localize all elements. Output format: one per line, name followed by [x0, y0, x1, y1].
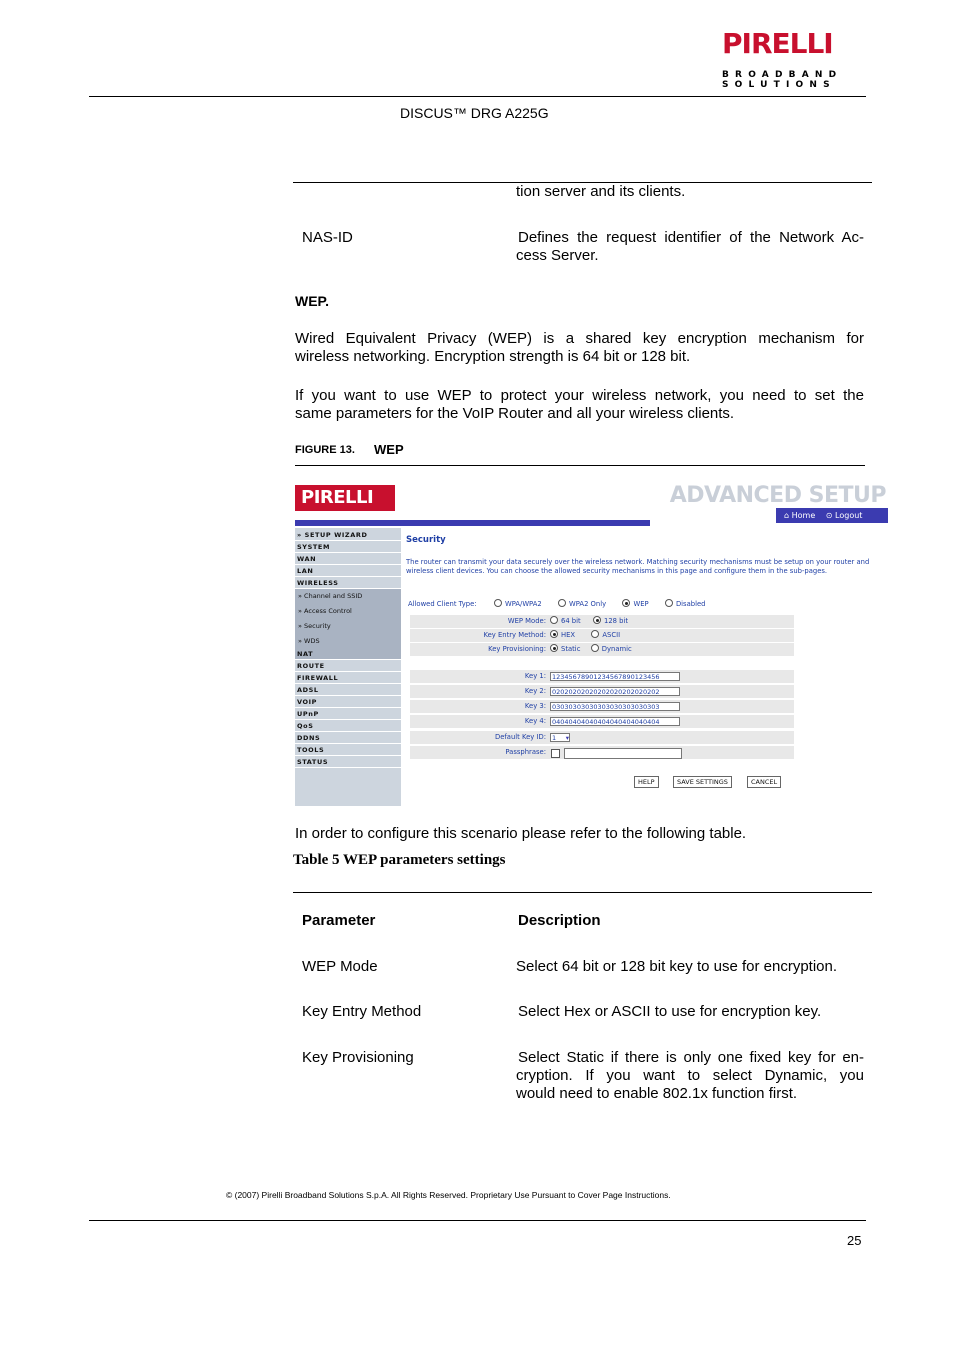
radio-wpa2-only[interactable]	[558, 599, 566, 607]
key-provisioning-label: Key Provisioning:	[488, 645, 546, 653]
sidebar-upnp[interactable]: UPnP	[295, 709, 401, 720]
passphrase-checkbox[interactable]	[551, 749, 560, 758]
wep-mode-label: WEP Mode:	[507, 617, 546, 625]
logout-link[interactable]: ⊙ Logout	[825, 511, 863, 520]
key-entry-options: HEX ASCII	[550, 629, 620, 642]
wep-heading: WEP.	[295, 293, 329, 309]
sub-channel-ssid[interactable]: » Channel and SSID	[298, 592, 363, 600]
router-screenshot	[295, 485, 888, 806]
key-provisioning-options: Static Dynamic	[550, 643, 632, 656]
nas-id-desc-line2: cess Server.	[516, 247, 599, 264]
row-default-key	[410, 731, 794, 744]
table5-row1-desc: Select 64 bit or 128 bit key to use for encryption.	[516, 958, 838, 975]
continued-description: tion server and its clients.	[516, 183, 686, 200]
key2-input[interactable]: 02020202020202020202020202	[550, 687, 680, 696]
page-number: 25	[847, 1233, 862, 1248]
passphrase-input[interactable]	[564, 748, 682, 759]
logo-wordmark: PIRELLI	[722, 27, 833, 60]
sub-access-control[interactable]: » Access Control	[298, 607, 352, 615]
figure-label: FIGURE 13.	[295, 444, 355, 456]
sidebar-nat[interactable]: NAT	[295, 649, 401, 660]
cancel-button[interactable]: CANCEL	[747, 776, 781, 788]
sub-wds[interactable]: » WDS	[298, 637, 320, 645]
advanced-setup-banner: ADVANCED SETUP	[669, 485, 886, 508]
wep-para1-line1: Wired Equivalent Privacy (WEP) is a shared key encryption mechanism for	[295, 330, 864, 347]
default-key-label: Default Key ID:	[494, 733, 546, 741]
security-title: Security	[406, 535, 446, 545]
chevron-down-icon: ▾	[565, 734, 569, 742]
key-entry-label: Key Entry Method:	[483, 631, 546, 639]
logo-subtitle-solutions: SOLUTIONS	[722, 80, 836, 90]
sidebar-setup-wizard[interactable]: » SETUP WIZARD	[295, 530, 401, 541]
table5-row3-desc-line2: cryption. If you want to select Dynamic, you	[516, 1067, 864, 1084]
nas-id-param: NAS-ID	[302, 229, 353, 246]
table5-row1-param: WEP Mode	[302, 958, 378, 975]
sidebar-route[interactable]: ROUTE	[295, 661, 401, 672]
sidebar-wan[interactable]: WAN	[295, 554, 401, 565]
table5-row3-desc-line3: would need to enable 802.1x function first.	[516, 1085, 798, 1102]
table-caption: Table 5 WEP parameters settings	[293, 852, 506, 868]
table5-row2-param: Key Entry Method	[302, 1003, 422, 1020]
key4-input[interactable]: 04040404040404040404040404	[550, 717, 680, 726]
sidebar-system[interactable]: SYSTEM	[295, 542, 401, 553]
screenshot-blue-bar	[295, 520, 650, 526]
row-key-entry	[410, 629, 794, 642]
wep-para1-line2: wireless networking. Encryption strength is 64 bit or 128 bit.	[295, 348, 691, 365]
copyright: © (2007) Pirelli Broadband Solutions S.p.A. All Rights Reserved. Proprietary Use Pursuant to Cover Page Instructions.	[226, 1190, 671, 1200]
save-settings-button[interactable]: SAVE SETTINGS	[673, 776, 732, 788]
row-wep-mode	[410, 615, 794, 628]
table5-header-parameter: Parameter	[302, 912, 376, 929]
header-rule	[89, 96, 866, 97]
table5-row3-param: Key Provisioning	[302, 1049, 414, 1066]
table5-rule	[293, 892, 872, 893]
wep-mode-options: 64 bit 128 bit	[550, 615, 628, 628]
key1-input[interactable]: 12345678901234567890123456	[550, 672, 680, 681]
screenshot-nav-box	[776, 508, 888, 523]
sidebar-adsl[interactable]: ADSL	[295, 685, 401, 696]
row-key-4	[410, 715, 794, 728]
sidebar-status[interactable]: STATUS	[295, 757, 401, 768]
screenshot-logo-bg	[295, 485, 395, 511]
row-key-2	[410, 685, 794, 698]
key4-label: Key 4:	[524, 717, 546, 725]
logo-subtitle-broadband: BROADBAND	[722, 70, 843, 80]
product-name: DISCUS™ DRG A225G	[400, 105, 549, 121]
sidebar-voip[interactable]: VOIP	[295, 697, 401, 708]
radio-ascii[interactable]	[591, 630, 599, 638]
footer-rule	[89, 1220, 866, 1221]
table5-row3-desc-line1: Select Static if there is only one fixed key for en-	[518, 1049, 864, 1066]
radio-static[interactable]	[550, 644, 558, 652]
sidebar-firewall[interactable]: FIREWALL	[295, 673, 401, 684]
table5-header-description: Description	[518, 912, 601, 929]
radio-dynamic[interactable]	[591, 644, 599, 652]
radio-wep[interactable]	[622, 599, 630, 607]
sidebar-wireless[interactable]: WIRELESS	[295, 578, 401, 589]
sidebar-qos[interactable]: QoS	[295, 721, 401, 732]
radio-disabled[interactable]	[665, 599, 673, 607]
sidebar-tools[interactable]: TOOLS	[295, 745, 401, 756]
pirelli-logo	[722, 28, 864, 60]
sidebar-lan[interactable]: LAN	[295, 566, 401, 577]
sidebar-ddns[interactable]: DDNS	[295, 733, 401, 744]
radio-64-bit[interactable]	[550, 616, 558, 624]
figure-title: WEP	[374, 442, 404, 457]
screenshot-sidebar	[295, 528, 401, 806]
screenshot-logo: PIRELLI	[301, 487, 374, 508]
nas-id-desc-line1: Defines the request identifier of the Network Ac-	[518, 229, 864, 246]
wep-para2-line2: same parameters for the VoIP Router and all your wireless clients.	[295, 405, 735, 422]
table5-row2-desc: Select Hex or ASCII to use for encryption key.	[518, 1003, 822, 1020]
row-key-1	[410, 670, 794, 683]
default-key-select[interactable]: 1 ▾	[552, 734, 569, 742]
radio-128-bit[interactable]	[593, 616, 601, 624]
radio-hex[interactable]	[550, 630, 558, 638]
figure-rule	[295, 465, 865, 466]
wep-para2-line1: If you want to use WEP to protect your wireless network, you need to set the	[295, 387, 864, 404]
home-link[interactable]: ⌂ Home	[784, 511, 816, 520]
table-intro: In order to configure this scenario please refer to the following table.	[295, 825, 747, 842]
screenshot-content	[401, 528, 888, 806]
key1-label: Key 1:	[524, 672, 546, 680]
security-intro: The router can transmit your data securely over the wireless network. Matching security mechanisms must be setup on your router and wireless client devices. You can choose the allowed security mechanisms in this page and configure them in the sub-pages.	[406, 558, 870, 575]
radio-wpa-wpa2[interactable]	[494, 599, 502, 607]
row-key-provisioning	[410, 643, 794, 656]
row-key-3	[410, 700, 794, 713]
allowed-client-options: WPA/WPA2 WPA2 Only WEP Disabled	[494, 600, 705, 608]
sub-security[interactable]: » Security	[298, 622, 331, 630]
key3-input[interactable]: 03030303030303030303030303	[550, 702, 680, 711]
help-button[interactable]: HELP	[634, 776, 659, 788]
row-passphrase	[410, 746, 794, 759]
allowed-client-label: Allowed Client Type:	[408, 600, 477, 608]
key3-label: Key 3:	[524, 702, 546, 710]
passphrase-label: Passphrase:	[505, 748, 546, 756]
key2-label: Key 2:	[524, 687, 546, 695]
